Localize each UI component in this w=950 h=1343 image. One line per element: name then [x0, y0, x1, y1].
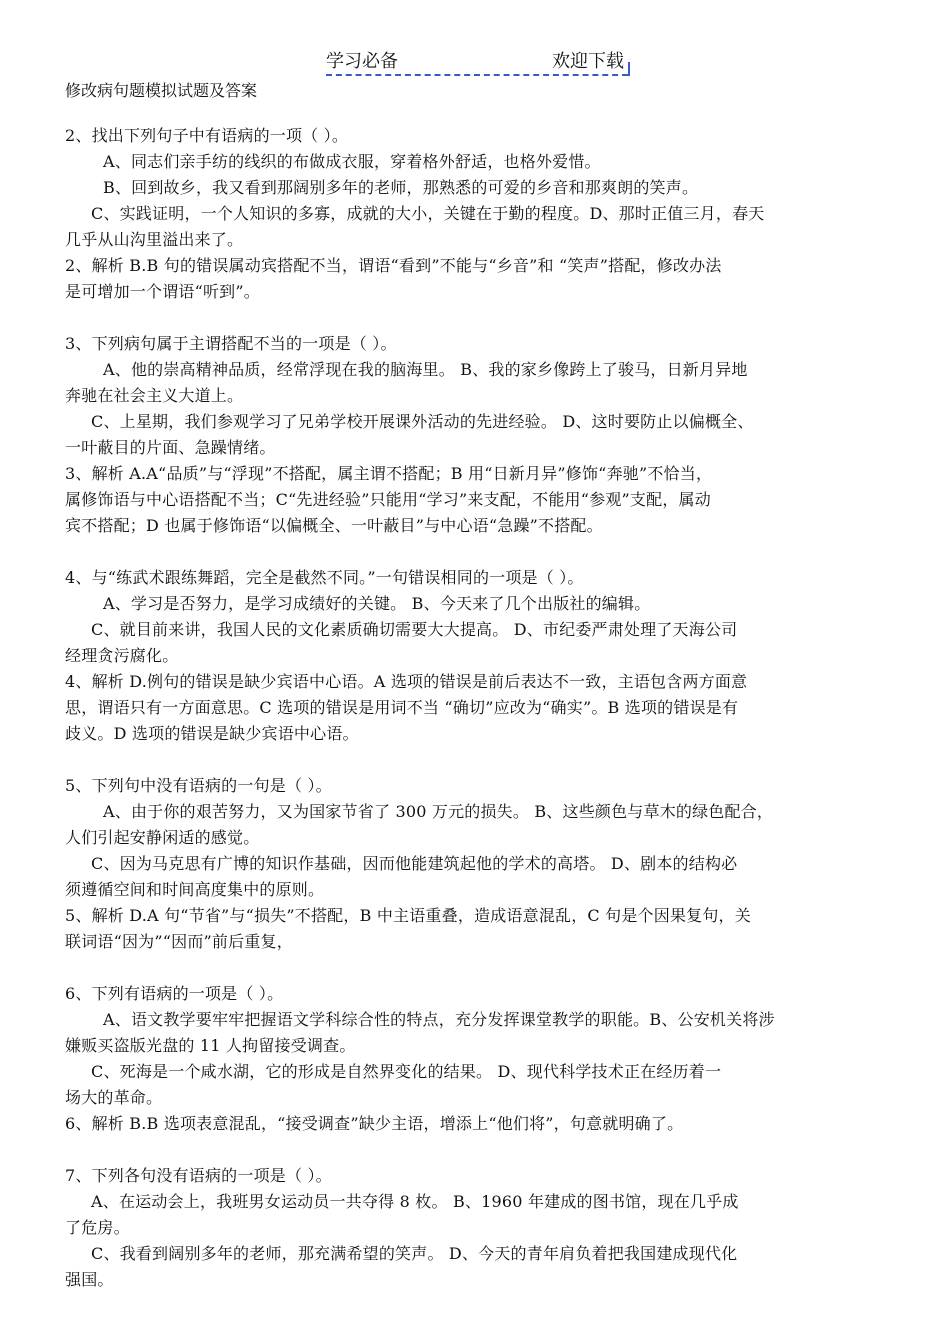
question-5-stem: 5、下列句中没有语病的一句是（ ）。 — [65, 776, 332, 795]
question-4-stem: 4、与“练武术跟练舞蹈，完全是截然不同。”一句错误相同的一项是（ ）。 — [65, 568, 584, 587]
question-4-answer-line3: 歧义。D 选项的错误是缺少宾语中心语。 — [65, 724, 359, 743]
spacer — [65, 747, 887, 773]
question-4-answer-line2: 思，谓语只有一方面意思。C 选项的错误是用词不当 “确切”应改为“确实”。B 选项的错误是有 — [65, 698, 739, 717]
question-3-stem: 3、下列病句属于主谓搭配不当的一项是（ ）。 — [65, 334, 397, 353]
spacer — [65, 1137, 887, 1163]
question-3-answer-line3: 宾不搭配；D 也属于修饰语“以偏概全、一叶蔽目”与中心语“急躁”不搭配。 — [65, 516, 603, 535]
spacer — [65, 539, 887, 565]
spacer — [65, 305, 887, 331]
question-5-answer-line2: 联词语“因为”“因而”前后重复， — [65, 932, 293, 951]
question-3-answer-line1: 3、解析 A.A“品质”与“浮现”不搭配，属主谓不搭配；B 用“日新月异”修饰“奔驰”不恰当， — [65, 464, 713, 483]
question-6-option-cd-line1: C、死海是一个咸水湖，它的形成是自然界变化的结果。 D、现代科学技术正在经历着一 — [91, 1062, 722, 1081]
header-left-text: 学习必备 — [326, 51, 398, 72]
question-6-option-ab-line2: 嫌贩买盗版光盘的 11 人拘留接受调查。 — [65, 1036, 356, 1055]
header-right-text: 欢迎下载 — [552, 51, 624, 72]
question-3-option-cd-line1: C、上星期，我们参观学习了兄弟学校开展课外活动的先进经验。 D、这时要防止以偏概全、 — [91, 412, 754, 431]
question-7-option-ab-line1: A、在运动会上，我班男女运动员一共夺得 8 枚。 B、1960 年建成的图书馆，现在几乎成 — [91, 1192, 739, 1211]
question-2-option-cd-line2: 几乎从山沟里溢出来了。 — [65, 230, 244, 249]
question-6-answer: 6、解析 B.B 选项表意混乱，“接受调查”缺少主语，增添上“他们将”，句意就明确了。 — [65, 1114, 684, 1133]
question-2-answer-line2: 是可增加一个谓语“听到”。 — [65, 282, 260, 301]
question-4-option-cd-line2: 经理贪污腐化。 — [65, 646, 179, 665]
question-4-option-ab: A、学习是否努力，是学习成绩好的关键。 B、今天来了几个出版社的编辑。 — [103, 594, 651, 613]
document-body — [65, 123, 887, 1293]
question-4-answer-line1: 4、解析 D.例句的错误是缺少宾语中心语。A 选项的错误是前后表达不一致，主语包含两方面意 — [65, 672, 748, 691]
header-underline-tick — [628, 62, 630, 76]
question-7-stem: 7、下列各句没有语病的一项是（ ）。 — [65, 1166, 332, 1185]
question-2-option-a: A、同志们亲手纺的线织的布做成衣服，穿着格外舒适，也格外爱惜。 — [103, 152, 601, 171]
question-3-answer-line2: 属修饰语与中心语搭配不当；C“先进经验”只能用“学习”来支配，不能用“参观”支配，属动 — [65, 490, 711, 509]
question-7-option-cd-line1: C、我看到阔别多年的老师，那充满希望的笑声。 D、今天的青年肩负着把我国建成现代化 — [91, 1244, 738, 1263]
question-7-option-cd-line2: 强国。 — [65, 1270, 114, 1289]
question-7-option-ab-line2: 了危房。 — [65, 1218, 130, 1237]
question-5-option-cd-line1: C、因为马克思有广博的知识作基础，因而他能建筑起他的学术的高塔。 D、剧本的结构必 — [91, 854, 738, 873]
question-2-option-b: B、回到故乡，我又看到那阔别多年的老师，那熟悉的可爱的乡音和那爽朗的笑声。 — [103, 178, 699, 197]
document-title: 修改病句题模拟试题及答案 — [65, 81, 258, 100]
question-4-option-cd-line1: C、就目前来讲，我国人民的文化素质确切需要大大提高。 D、市纪委严肃处理了天海公司 — [91, 620, 738, 639]
question-6-stem: 6、下列有语病的一项是（ ）。 — [65, 984, 284, 1003]
question-3-option-cd-line2: 一叶蔽目的片面、急躁情绪。 — [65, 438, 276, 457]
question-2-stem: 2、找出下列句子中有语病的一项（ ）。 — [65, 126, 349, 145]
spacer — [65, 955, 887, 981]
question-3-option-ab-line2: 奔驰在社会主义大道上。 — [65, 386, 244, 405]
question-5-option-cd-line2: 须遵循空间和时间高度集中的原则。 — [65, 880, 325, 899]
question-3-option-ab-line1: A、他的崇高精神品质，经常浮现在我的脑海里。 B、我的家乡像跨上了骏马，日新月异地 — [103, 360, 748, 379]
page-header — [326, 44, 628, 76]
question-5-option-ab-line1: A、由于你的艰苦努力，又为国家节省了 300 万元的损失。 B、这些颜色与草木的绿色配合， — [103, 802, 774, 821]
question-6-option-cd-line2: 场大的革命。 — [65, 1088, 163, 1107]
question-5-option-ab-line2: 人们引起安静闲适的感觉。 — [65, 828, 260, 847]
question-2-answer-line1: 2、解析 B.B 句的错误属动宾搭配不当，谓语“看到”不能与“乡音”和 “笑声”搭配，修改办法 — [65, 256, 722, 275]
question-5-answer-line1: 5、解析 D.A 句“节省”与“损失”不搭配，B 中主语重叠，造成语意混乱，C 句是个因果复句，关 — [65, 906, 751, 925]
question-2-option-cd-line1: C、实践证明，一个人知识的多寡，成就的大小，关键在于勤的程度。D、那时正值三月，春天 — [91, 204, 765, 223]
question-6-option-ab-line1: A、语文教学要牢牢把握语文学科综合性的特点，充分发挥课堂教学的职能。B、公安机关将涉 — [103, 1010, 775, 1029]
